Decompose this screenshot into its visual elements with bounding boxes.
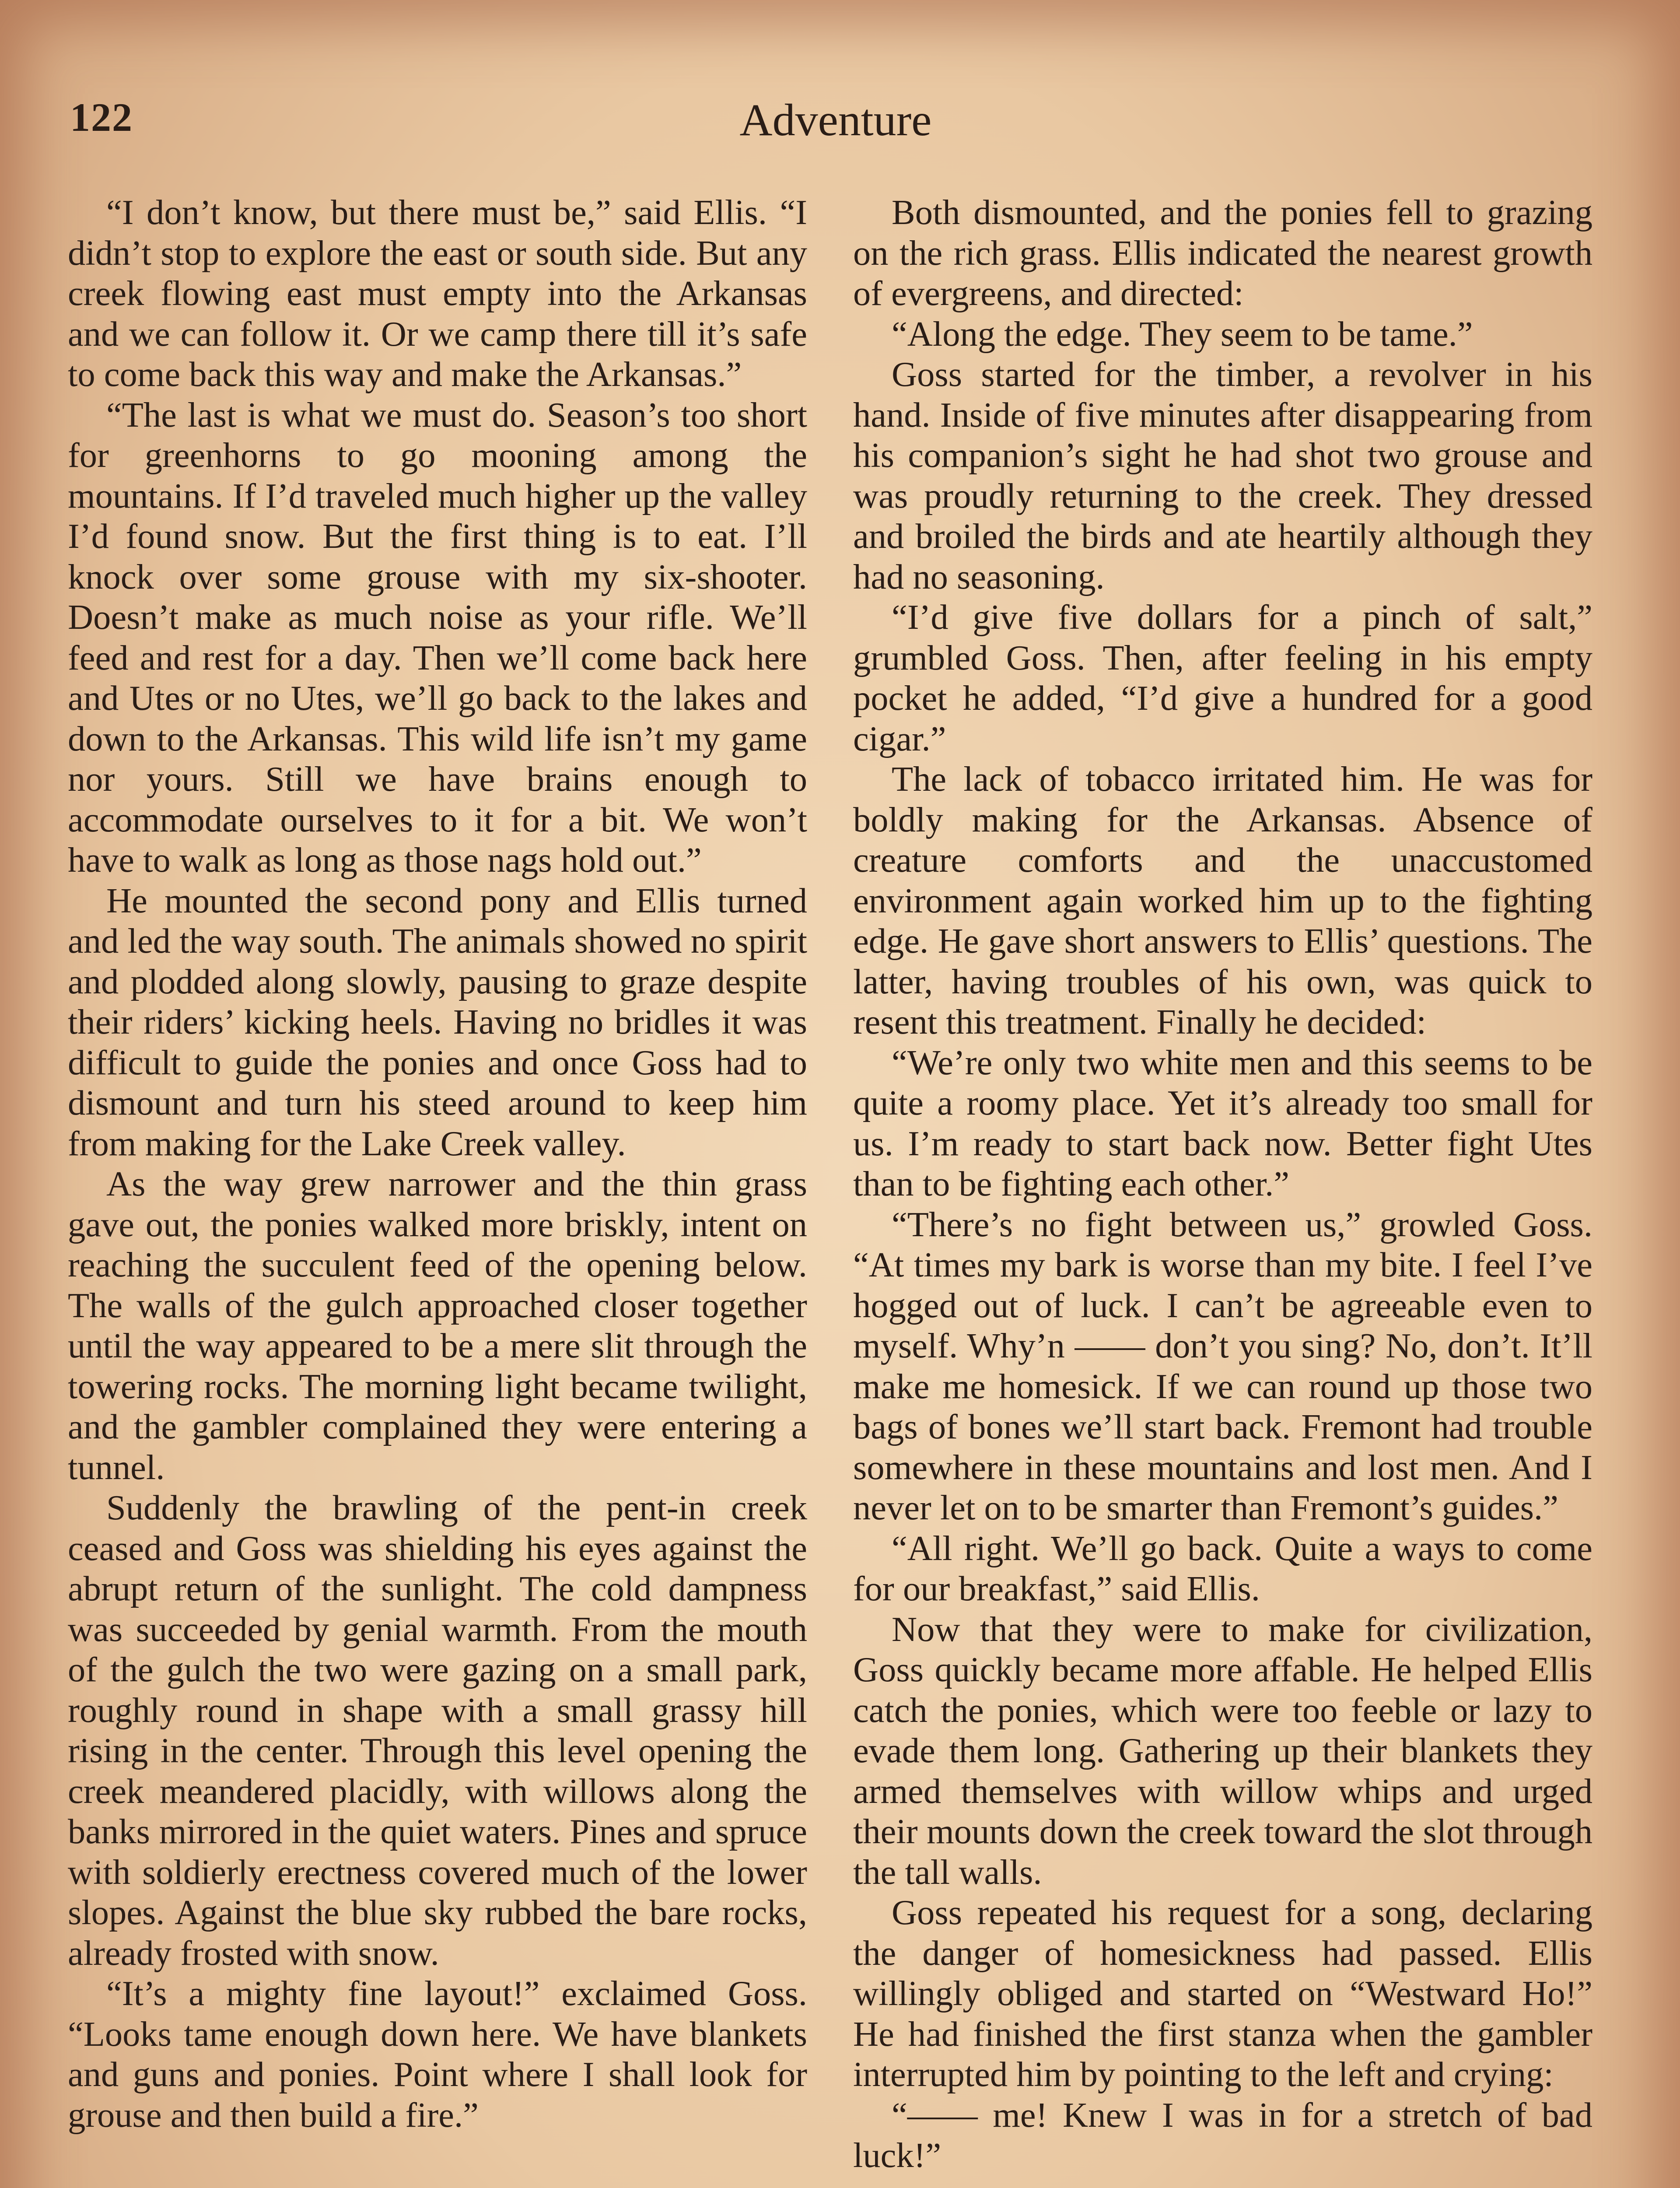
paragraph: “I don’t know, but there must be,” said Ellis. “I didn’t stop to explore the east or south side. But any creek flowing east must empty into the Arkansas and we can follow it. Or we camp there till it’s safe to come back this way and make the Arkansas.” [68,193,807,394]
right-text-column [853,193,1592,2176]
paragraph: Both dismounted, and the ponies fell to grazing on the rich grass. Ellis indicated the nearest growth of evergreens, and directed: [853,193,1592,313]
paragraph: Suddenly the brawling of the pent-in creek ceased and Goss was shielding his eyes against the abrupt return of the sunlight. The cold dampness was succeeded by genial warmth. From the mouth of the gulch the two were gazing on a small park, roughly round in shape with a small grassy hill rising in the center. Through this level opening the creek meandered placidly, with willows along the banks mirrored in the quiet waters. Pines and spruce with soldierly erectness covered much of the lower slopes. Against the blue sky rubbed the bare rocks, already frosted with snow. [68,1488,807,1973]
page-header [70,94,1601,151]
paragraph: “All right. We’ll go back. Quite a ways to come for our breakfast,” said Ellis. [853,1529,1592,1608]
paragraph: Goss repeated his request for a song, declaring the danger of homesickness had passed. Ellis willingly obliged and started on “Westward Ho!” He had finished the first stanza when the gambler interrupted him by pointing to the left and crying: [853,1893,1592,2094]
paragraph: Goss started for the timber, a revolver in his hand. Inside of five minutes after disappearing from his companion’s sight he had shot two grouse and was proudly returning to the creek. They dressed and broiled the birds and ate heartily although they had no seasoning. [853,355,1592,596]
paragraph: “I’d give five dollars for a pinch of salt,” grumbled Goss. Then, after feeling in his empty pocket he added, “I’d give a hundred for a good cigar.” [853,598,1592,758]
paragraph: “The last is what we must do. Season’s too short for greenhorns to go mooning among the mountains. If I’d traveled much higher up the valley I’d found snow. But the first thing is to eat. I’ll knock over some grouse with my six-shooter. Doesn’t make as much noise as your rifle. We’ll feed and rest for a day. Then we’ll come back here and Utes or no Utes, we’ll go back to the lakes and down to the Arkansas. This wild life isn’t my game nor yours. Still we have brains enough to accommodate ourselves to it for a bit. We won’t have to walk as long as those nags hold out.” [68,395,807,880]
paragraph: “Along the edge. They seem to be tame.” [892,314,1473,354]
paragraph: He mounted the second pony and Ellis turned and led the way south. The animals showed no spirit and plodded along slowly, pausing to graze despite their riders’ kicking heels. Having no bridles it was difficult to guide the ponies and once Goss had to dismount and turn his steed around to keep him from making for the Lake Creek valley. [68,881,807,1163]
paragraph: “—— me! Knew I was in for a stretch of bad luck!” [853,2095,1592,2175]
paragraph: “It’s a mighty fine layout!” exclaimed Goss. “Looks tame enough down here. We have blankets and guns and ponies. Point where I shall look for grouse and then build a fire.” [68,1974,807,2135]
paragraph: Now that they were to make for civilization, Goss quickly became more affable. He helped Ellis catch the ponies, which were too feeble or lazy to evade them long. Gathering up their blankets they armed themselves with willow whips and urged their mounts down the creek toward the slot through the tall walls. [853,1609,1592,1892]
paragraph: As the way grew narrower and the thin grass gave out, the ponies walked more briskly, intent on reaching the succulent feed of the opening below. The walls of the gulch approached closer together until the way appeared to be a mere slit through the towering rocks. The morning light became twilight, and the gambler complained they were entering a tunnel. [68,1164,807,1487]
running-head-title: Adventure [739,95,932,145]
paragraph: “There’s no fight between us,” growled Goss. “At times my bark is worse than my bite. I feel I’ve hogged out of luck. I can’t be agreeable even to myself. Why’n —— don’t you sing? No, don’t. It’ll make me homesick. If we can round up those two bags of bones we’ll start back. Fremont had trouble somewhere in these mountains and lost men. And I never let on to be smarter than Fremont’s guides.” [853,1205,1592,1527]
paragraph: “We’re only two white men and this seems to be quite a roomy place. Yet it’s already too small for us. I’m ready to start back now. Better fight Utes than to be fighting each other.” [853,1043,1592,1203]
page-number: 122 [70,95,133,140]
paragraph: The lack of tobacco irritated him. He was for boldly making for the Arkansas. Absence of creature comforts and the unaccustomed environment again worked him up to the fighting edge. He gave short answers to Ellis’ questions. The latter, having troubles of his own, was quick to resent this treatment. Finally he decided: [853,760,1592,1041]
left-text-column [68,193,807,2135]
